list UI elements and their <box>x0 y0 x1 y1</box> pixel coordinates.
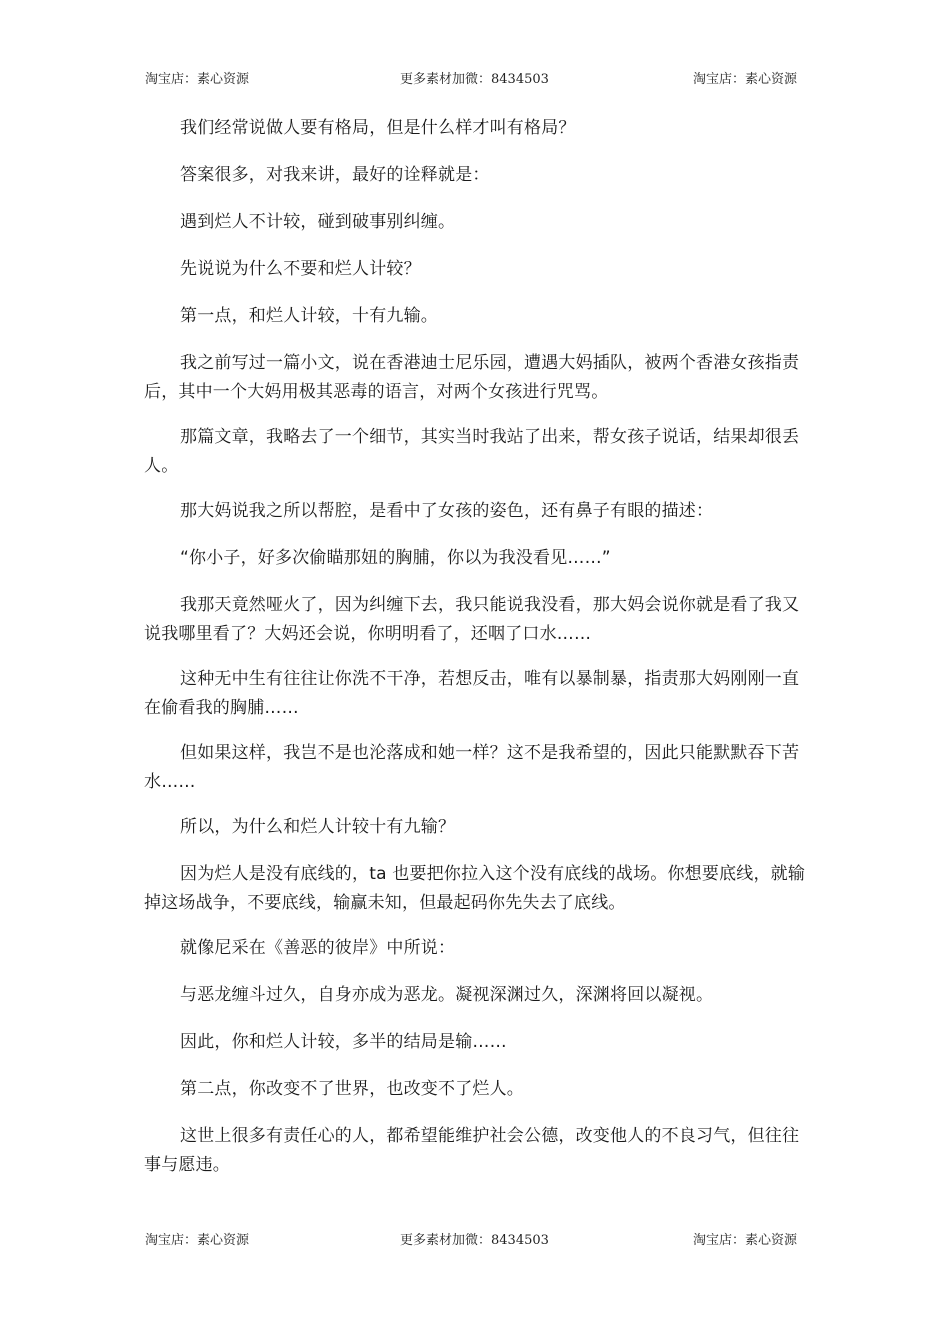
paragraph-5: 第一点，和烂人计较，十有九输。 <box>180 306 438 326</box>
paragraph-3: 遇到烂人不计较，碰到破事别纠缠。 <box>180 212 456 232</box>
footer-left-text: 淘宝店：素心资源 <box>145 1233 250 1248</box>
paragraph-6: 我之前写过一篇小文，说在香港迪士尼乐园，遭遇大妈插队，被两个香港女孩指责后，其中一个大妈用极其恶毒的语言，对两个女孩进行咒骂。 <box>144 353 800 402</box>
paragraph-2: 答案很多，对我来讲，最好的诠释就是： <box>180 165 490 185</box>
header-center-text: 更多素材加微：8434503 <box>400 72 549 87</box>
paragraph-13: 所以，为什么和烂人计较十有九输？ <box>180 817 456 837</box>
paragraph-19: 这世上很多有责任心的人，都希望能维护社会公德，改变他人的不良习气，但往往事与愿违。 <box>144 1126 800 1175</box>
paragraph-11: 这种无中生有往往让你洗不干净，若想反击，唯有以暴制暴，指责那大妈刚刚一直在偷看我的胸脯…… <box>144 669 800 718</box>
paragraph-14: 因为烂人是没有底线的，ta 也要把你拉入这个没有底线的战场。你想要底线，就输掉这场战争，不要底线，输赢未知，但最起码你先失去了底线。 <box>144 864 806 913</box>
paragraph-4: 先说说为什么不要和烂人计较？ <box>180 259 421 279</box>
paragraph-16: 与恶龙缠斗过久，自身亦成为恶龙。凝视深渊过久，深渊将回以凝视。 <box>180 985 714 1005</box>
paragraph-17: 因此，你和烂人计较，多半的结局是输…… <box>180 1032 507 1052</box>
footer-center-text: 更多素材加微：8434503 <box>400 1233 549 1248</box>
paragraph-1: 我们经常说做人要有格局，但是什么样才叫有格局？ <box>180 118 576 138</box>
paragraph-9: “你小子，好多次偷瞄那妞的胸脯，你以为我没看见……” <box>180 548 611 568</box>
article-body <box>144 114 816 1180</box>
page-header <box>0 68 950 88</box>
paragraph-15: 就像尼采在《善恶的彼岸》中所说： <box>180 938 456 958</box>
paragraph-12: 但如果这样，我岂不是也沦落成和她一样？这不是我希望的，因此只能默默吞下苦水…… <box>144 743 800 792</box>
header-left-text: 淘宝店：素心资源 <box>145 72 250 87</box>
header-right-text: 淘宝店：素心资源 <box>693 72 798 87</box>
paragraph-8: 那大妈说我之所以帮腔，是看中了女孩的姿色，还有鼻子有眼的描述： <box>180 501 714 521</box>
paragraph-10: 我那天竟然哑火了，因为纠缠下去，我只能说我没看，那大妈会说你就是看了我又说我哪里看了？大妈还会说，你明明看了，还咽了口水…… <box>144 595 800 644</box>
paragraph-18: 第二点，你改变不了世界，也改变不了烂人。 <box>180 1079 524 1099</box>
footer-right-text: 淘宝店：素心资源 <box>693 1233 798 1248</box>
page-footer <box>0 1229 950 1249</box>
paragraph-7: 那篇文章，我略去了一个细节，其实当时我站了出来，帮女孩子说话，结果却很丢人。 <box>144 427 800 476</box>
